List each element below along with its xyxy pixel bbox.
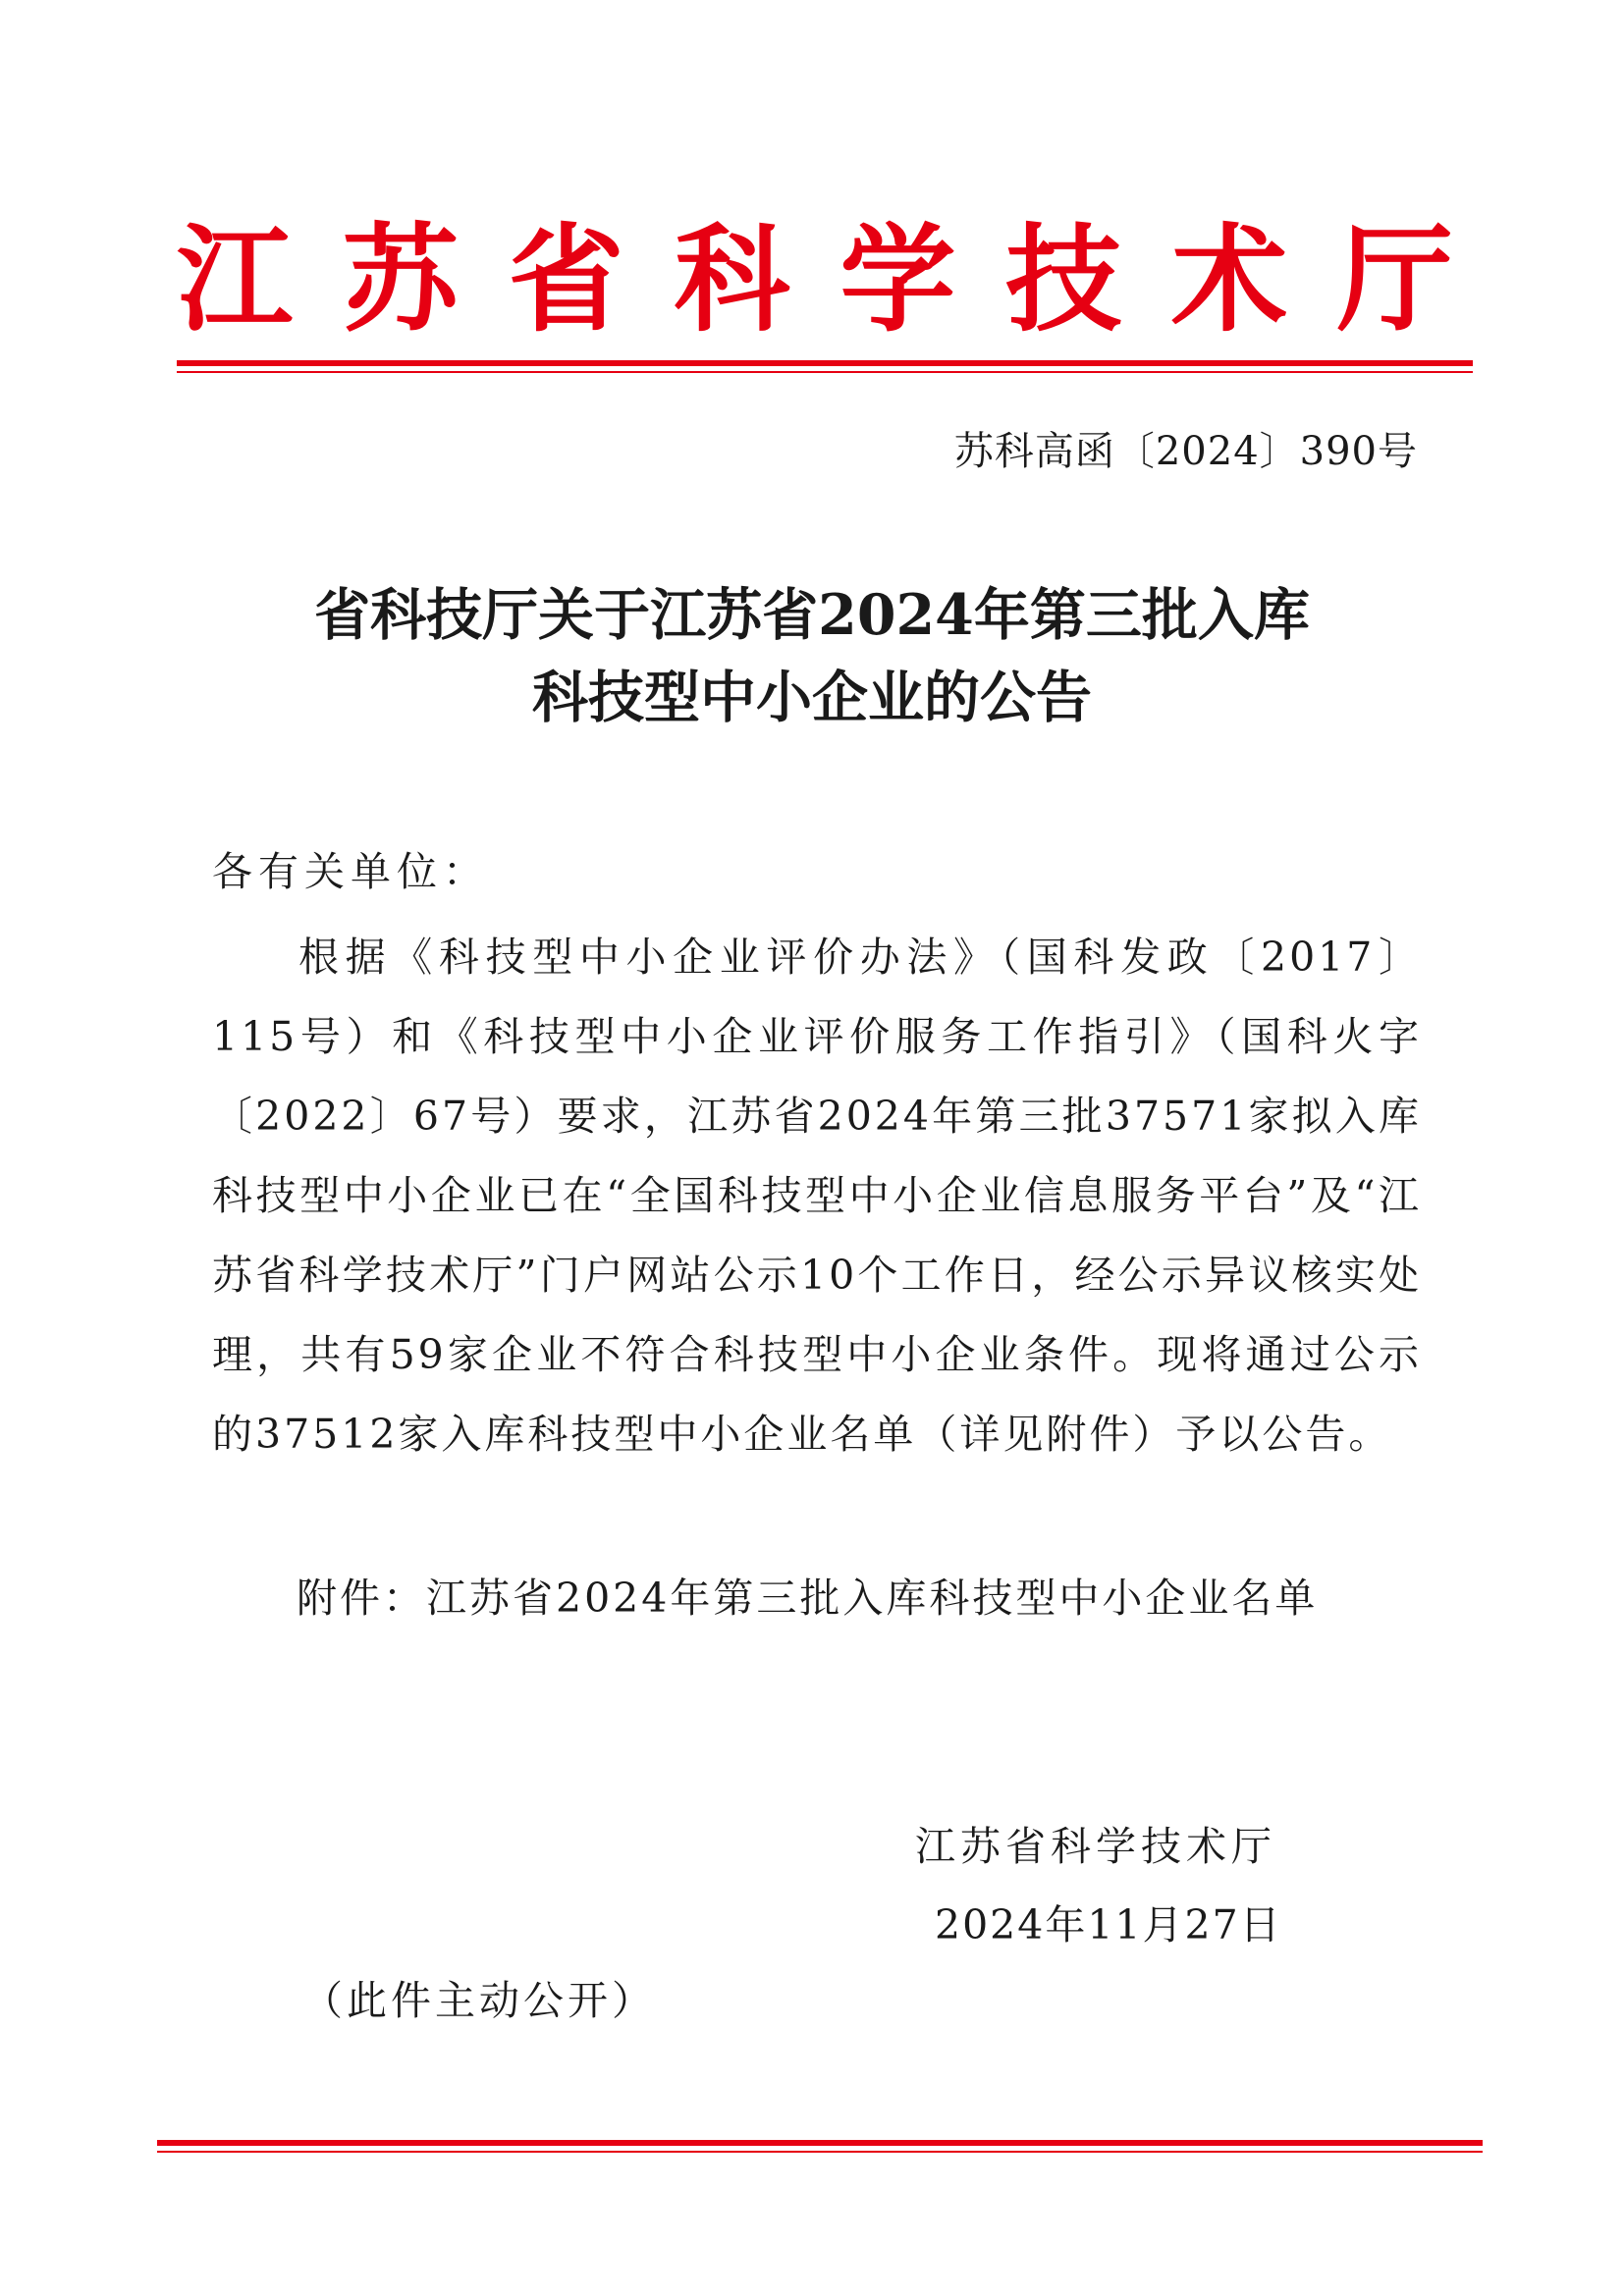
header-char: 厅 xyxy=(1336,212,1453,347)
header-char: 科 xyxy=(674,212,790,347)
footer-divider-thin xyxy=(157,2151,1483,2153)
header-char: 术 xyxy=(1171,212,1288,347)
title-line-2: 科技型中小企业的公告 xyxy=(532,665,1092,730)
header-divider-thin xyxy=(177,371,1473,373)
title-line-1: 省科技厅关于江苏省2024年第三批入库 xyxy=(314,582,1310,648)
header-divider-thick xyxy=(177,360,1473,366)
issuing-authority-header xyxy=(177,201,1453,358)
signature-organization: 江苏省科学技术厅 xyxy=(915,1823,1276,1870)
disclosure-note: （此件主动公开） xyxy=(302,1977,656,2024)
signature-date: 2024年11月27日 xyxy=(935,1901,1282,1949)
header-char: 苏 xyxy=(342,212,459,347)
header-char: 技 xyxy=(1005,212,1122,347)
attachment-note: 附件：江苏省2024年第三批入库科技型中小企业名单 xyxy=(297,1575,1319,1622)
body-paragraph: 根据《科技型中小企业评价办法》（国科发政〔2017〕115号）和《科技型中小企业评价服务工作指引》（国科火字〔2022〕67号）要求，江苏省2024年第三批37571家拟入库科技型中小企业已在“全国科技型中小企业信息服务平台”及“江苏省科学技术厅”门户网站公示10个工作日，经公示异议核实处理，共有59家企业不符合科技型中小企业条件。现将通过公示的37512家入库科技型中小企业名单（详见附件）予以公告。 xyxy=(212,934,1422,1458)
footer-divider-thick xyxy=(157,2140,1483,2146)
document-title xyxy=(0,574,1624,739)
header-char: 省 xyxy=(508,212,624,347)
header-char: 江 xyxy=(177,212,294,347)
header-char: 学 xyxy=(839,212,956,347)
salutation: 各有关单位： xyxy=(212,848,489,895)
document-number: 苏科高函〔2024〕390号 xyxy=(953,429,1418,474)
